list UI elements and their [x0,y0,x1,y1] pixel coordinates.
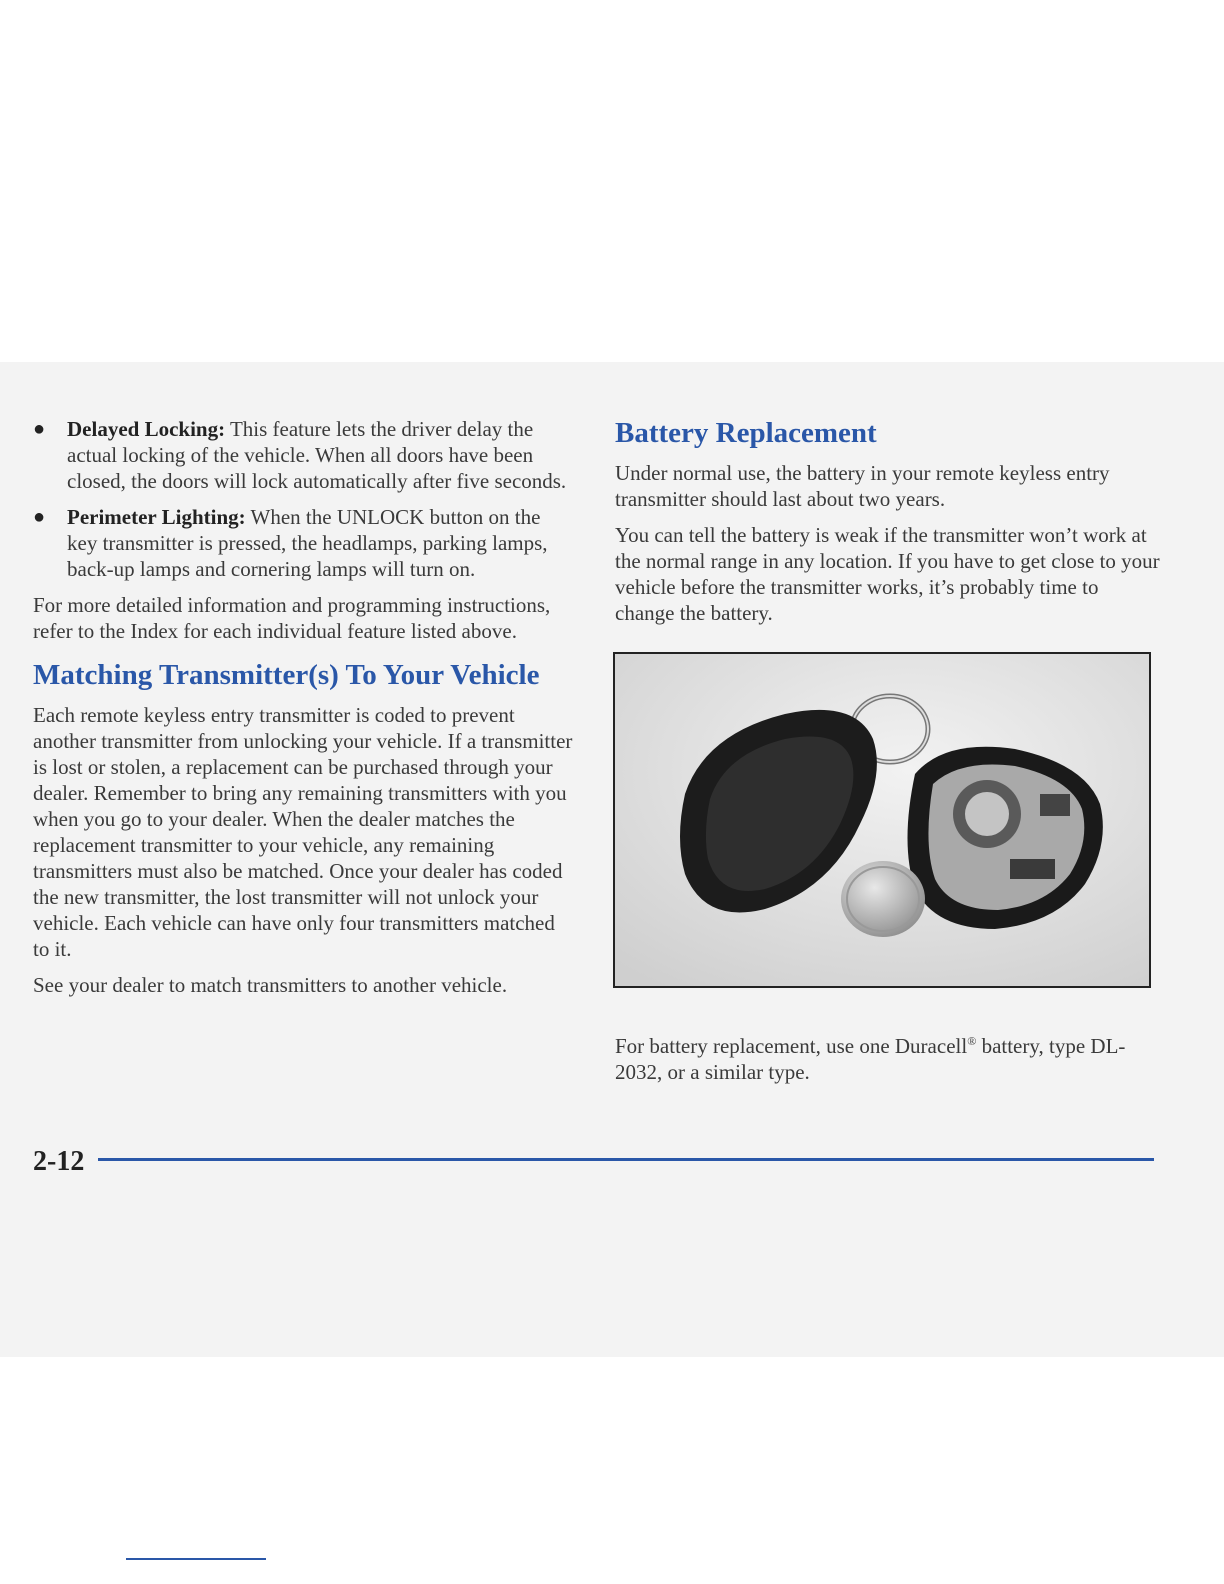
transmitter-illustration [615,654,1149,986]
bullet-text: This feature lets the driver delay the actual locking of the vehicle. When all doors have been closed, the doors will lock automatically after five seconds. [67,417,567,493]
bullet-delayed-locking [33,416,573,494]
bullet-text: When the UNLOCK button on the key transmitter is pressed, the headlamps, parking lamps, back-up lamps and cornering lamps will turn on. [67,505,548,581]
transmitter-photo [613,652,1151,988]
bullet-perimeter-lighting [33,504,573,582]
page-number: 2-12 [33,1146,85,1177]
battery-paragraph-2: You can tell the battery is weak if the transmitter won’t work at the normal range in any location. If you have to get close to your vehicle before the transmitter works, it’s probably time to change the battery. [615,523,1160,625]
bullet-dot-icon: ● [33,418,46,440]
more-info-paragraph: For more detailed information and programming instructions, refer to the Index for each individual feature listed above. [33,593,551,643]
battery-heading: Battery Replacement [615,417,877,449]
bullet-dot-icon: ● [33,506,46,528]
bullet-term: Perimeter Lighting: [67,505,246,529]
matching-body-paragraph: Each remote keyless entry transmitter is coded to prevent another transmitter from unlocking your vehicle. If a transmitter is lost or stolen, a replacement can be purchased through your dealer. Remember to bring any remaining transmitters with you when you go to your dealer. When the dealer matches the replacement transmitter to your vehicle, any remaining transmitters must also be matched. Once your dealer has coded the new transmitter, the lost transmitter will not unlock your vehicle. Each vehicle can have only four transmitters matched to it. [33,703,573,961]
caption-text-post: battery, type DL-2032, or a similar type. [615,1034,1126,1084]
matching-heading: Matching Transmitter(s) To Your Vehicle [33,659,540,691]
bottom-link-underline [126,1558,266,1560]
right-column [615,416,1160,636]
battery-caption [615,1028,1160,1085]
left-column [33,416,573,1008]
caption-text-pre: For battery replacement, use one Duracell [615,1034,968,1058]
footer-rule [98,1158,1154,1161]
see-dealer-paragraph: See your dealer to match transmitters to another vehicle. [33,973,508,997]
bullet-term: Delayed Locking: [67,417,226,441]
coin [841,861,925,937]
battery-paragraph-1: Under normal use, the battery in your remote keyless entry transmitter should last about two years. [615,461,1110,511]
registered-mark: ® [967,1034,977,1048]
